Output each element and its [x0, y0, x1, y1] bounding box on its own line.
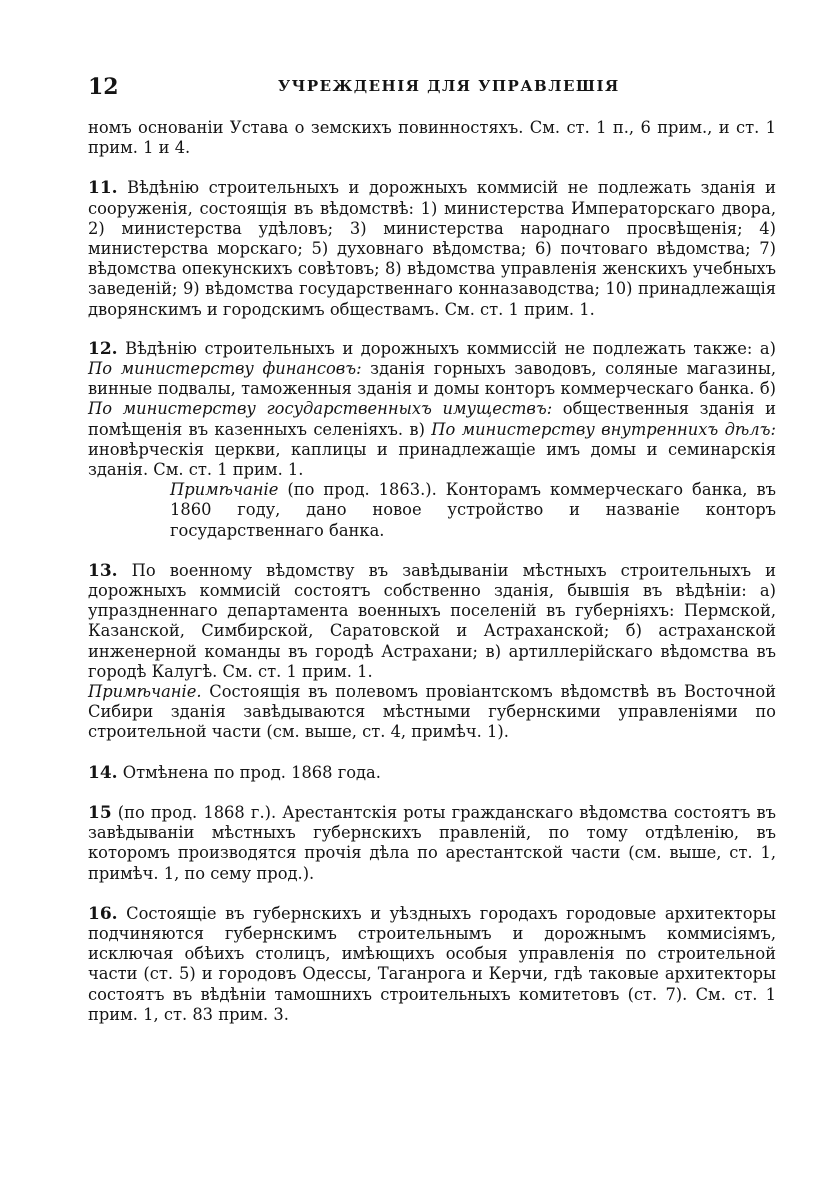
- article-text: Вѣдѣнію строительныхъ и дорожныхъ коммисій не подлежать зданія и сооруженія, состоящія въ вѣдомствѣ: 1) министерства Императорскаго двора, 2) министерства удѣловъ; 3) министерства народнаго просвѣщенія; 4) министерства морскаго; 5) духовнаго вѣдомства; 6) почтоваго вѣдомства; 7) вѣдомства опекунскихъ совѣтовъ; 8) вѣдомства управленія женскихъ учебныхъ заведеній; 9) вѣдомства государственнаго конназаводства; 10) принадлежащія дворянскимъ и городскимъ обществамъ. См. ст. 1 прим. 1.: [88, 178, 776, 319]
- article-12-note: [88, 480, 776, 541]
- page-header: [88, 74, 768, 98]
- article-number: 12.: [88, 338, 118, 359]
- ministry-label: По министерству внутреннихъ дѣлъ:: [431, 419, 776, 439]
- ministry-label: По министерству государственныхъ имуществъ:: [88, 399, 553, 419]
- article-text: Вѣдѣнію строительныхъ и дорожныхъ коммиссій не подлежать также: а): [117, 338, 776, 358]
- ministry-label: По министерству финансовъ:: [88, 359, 362, 379]
- note-text: (по прод. 1863.). Конторамъ коммерческаго банка, въ 1860 году, дано новое устройство и названіе конторъ государственнаго банка.: [170, 480, 776, 540]
- note-text: Состоящія въ полевомъ провіантскомъ вѣдомствѣ въ Восточной Сибири зданія завѣдываются мѣстными губернскими управленіями по строительной части (см. выше, ст. 4, примѣч. 1).: [88, 682, 776, 742]
- article-text: иновѣрческія церкви, каплицы и принадлежащіе имъ домы и семинарскія зданія. См. ст. 1 прим. 1.: [88, 439, 776, 480]
- article-12: [88, 339, 776, 480]
- article-text: Состоящіе въ губернскихъ и уѣздныхъ городахъ городовые архитекторы подчиняются губернскимъ строительнымъ и дорожнымъ коммисіямъ, исключая обѣихъ столицъ, имѣющихъ особыя управленія по строительной части (ст. 5) и городовъ Одессы, Таганрога и Керчи, гдѣ таковые архитекторы состоятъ въ вѣдѣніи тамошнихъ строительныхъ комитетовъ (ст. 7). См. ст. 1 прим. 1, ст. 83 прим. 3.: [88, 903, 776, 1024]
- continuation-paragraph: номъ основаніи Устава о земскихъ повинностяхъ. См. ст. 1 п., 6 прим., и ст. 1 прим. 1 и 4.: [88, 118, 776, 158]
- article-11: [88, 178, 776, 319]
- article-number: 11.: [88, 178, 118, 199]
- article-14: [88, 763, 776, 783]
- article-number: 16.: [88, 903, 118, 924]
- article-text: По военному вѣдомству въ завѣдываніи мѣстныхъ строительныхъ и дорожныхъ коммисій состоятъ собственно зданія, бывшія въ вѣдѣніи: а) упраздненнаго департамента военныхъ поселеній въ губерніяхъ: Пермской, Казанской, Симбирской, Саратовской и Астраханской; б) астраханской инженерной команды въ городѣ Астрахани; в) артиллерійскаго вѣдомства въ городѣ Калугѣ. См. ст. 1 прим. 1.: [88, 560, 776, 681]
- page-number: 12: [88, 74, 119, 100]
- article-13-note: [88, 682, 776, 743]
- article-13: [88, 561, 776, 682]
- article-text: зданія горныхъ заводовъ, соляные магазины, винные подвалы, таможенныя зданія и домы конторъ коммерческаго банка. б): [88, 359, 776, 399]
- page-body: [88, 118, 776, 1025]
- article-number: 14.: [88, 762, 118, 783]
- article-text: общественныя зданія и помѣщенія въ казенныхъ селеніяхъ. в): [88, 399, 776, 439]
- running-title: УЧРЕЖДЕНІЯ ДЛЯ УПРАВЛЕШІЯ: [278, 77, 620, 95]
- article-text: Отмѣнена по прод. 1868 года.: [117, 762, 381, 782]
- article-text: (по прод. 1868 г.). Арестантскія роты гражданскаго вѣдомства состоятъ въ завѣдываніи мѣстныхъ губернскихъ правленій, по тому отдѣленію, въ которомъ производятся прочія дѣла по арестантской части (см. выше, ст. 1, примѣч. 1, по сему прод.).: [88, 802, 776, 883]
- article-15: [88, 803, 776, 884]
- article-16: [88, 904, 776, 1025]
- note-label: Примѣчаніе.: [88, 682, 202, 702]
- article-number: 15: [88, 802, 112, 823]
- article-number: 13.: [88, 560, 118, 581]
- note-label: Примѣчаніе: [170, 480, 279, 500]
